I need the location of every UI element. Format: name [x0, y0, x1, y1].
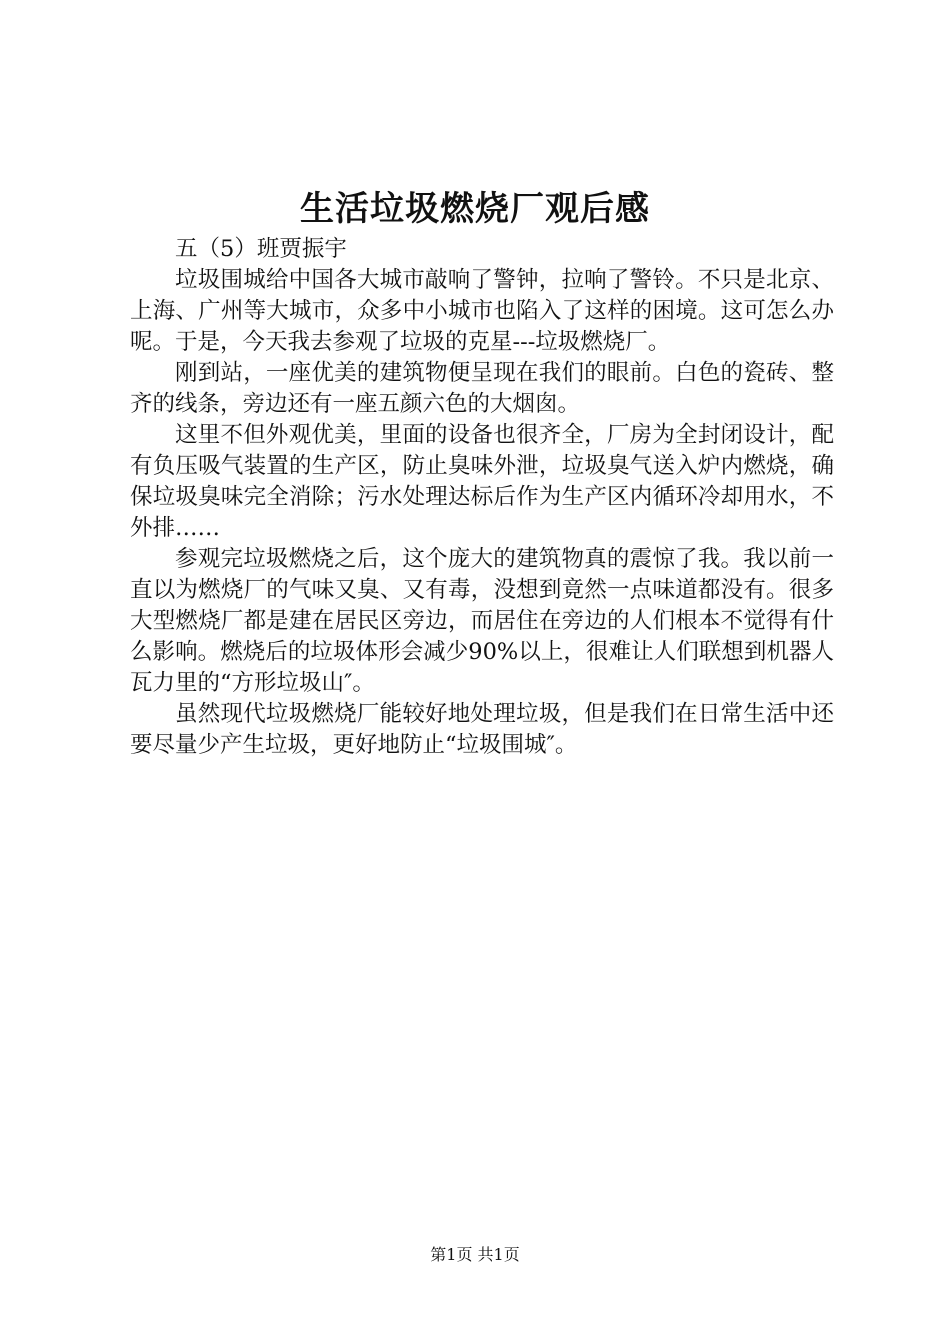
paragraph-1: 垃圾围城给中国各大城市敲响了警钟，拉响了警铃。不只是北京、上海、广州等大城市，众多中小城市也陷入了这样的困境。这可怎么办呢。于是，今天我去参观了垃圾的克星---垃圾燃烧厂。 — [130, 267, 834, 355]
paragraph-2: 刚到站，一座优美的建筑物便呈现在我们的眼前。白色的瓷砖、整齐的线条，旁边还有一座五颜六色的大烟囱。 — [130, 360, 834, 417]
author-line: 五（5）班贾振宇 — [175, 236, 347, 262]
paragraph-4: 参观完垃圾燃烧之后，这个庞大的建筑物真的震惊了我。我以前一直以为燃烧厂的气味又臭、又有毒，没想到竟然一点味道都没有。很多大型燃烧厂都是建在居民区旁边，而居住在旁边的人们根本不觉得有什么影响。燃烧后的垃圾体形会减少90%以上，很难让人们联想到机器人瓦力里的“方形垃圾山″。 — [130, 546, 834, 696]
document-title: 生活垃圾燃烧厂观后感 — [300, 189, 650, 229]
paragraph-3: 这里不但外观优美，里面的设备也很齐全，厂房为全封闭设计，配有负压吸气装置的生产区，防止臭味外泄，垃圾臭气送入炉内燃烧，确保垃圾臭味完全消除；污水处理达标后作为生产区内循环冷却用水，不外排…… — [130, 422, 834, 541]
page-footer: 第1页 共1页 — [430, 1245, 520, 1264]
paragraph-5: 虽然现代垃圾燃烧厂能较好地处理垃圾，但是我们在日常生活中还要尽量少产生垃圾，更好地防止“垃圾围城″。 — [130, 701, 834, 758]
document-body — [130, 234, 834, 761]
